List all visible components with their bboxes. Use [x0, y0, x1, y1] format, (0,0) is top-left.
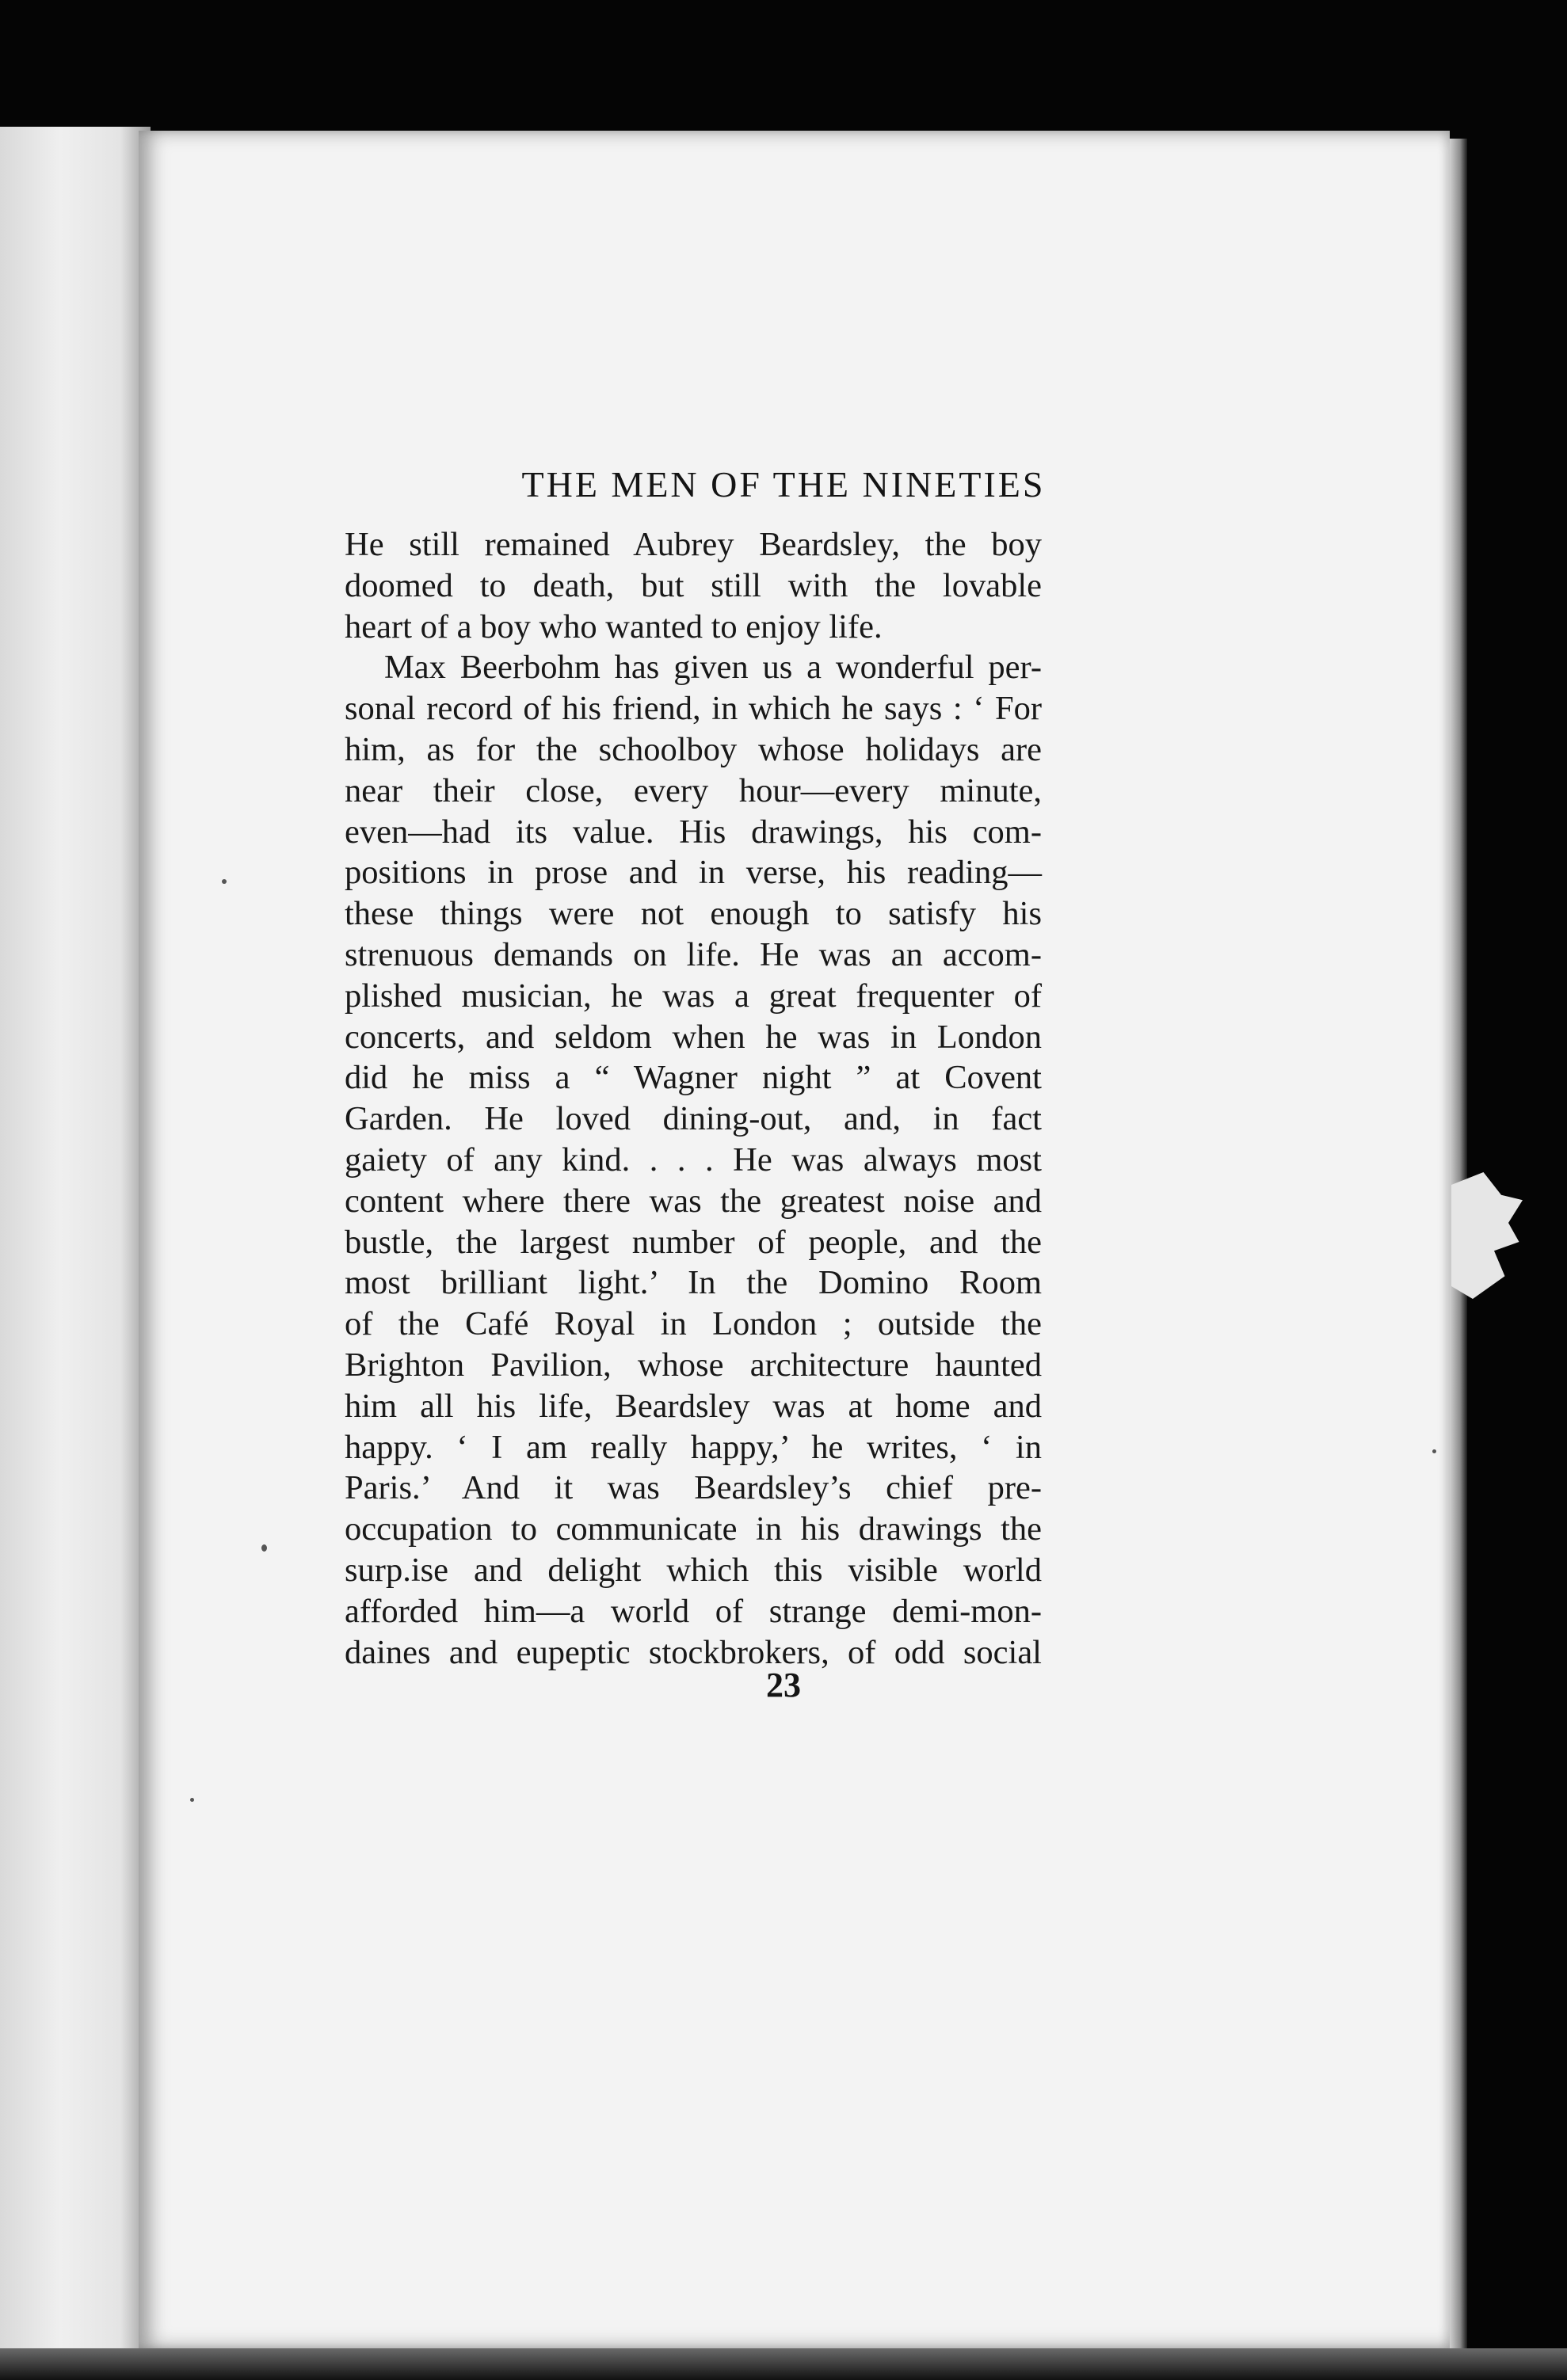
text-line: strenuous demands on life. He was an accom-	[345, 935, 1042, 973]
text-line: daines and eupeptic stockbrokers, of odd social	[345, 1633, 1042, 1671]
text-line: plished musician, he was a great frequenter of	[345, 977, 1042, 1015]
text-line: happy. ‘ I am really happy,’ he writes, ‘ in	[345, 1428, 1042, 1466]
dust-speck	[190, 1798, 194, 1802]
text-line: near their close, every hour—every minute,	[345, 771, 1042, 809]
text-line: doomed to death, but still with the lovable	[345, 566, 1042, 604]
text-line: heart of a boy who wanted to enjoy life.	[345, 607, 883, 645]
text-line: He still remained Aubrey Beardsley, the boy	[345, 526, 1042, 563]
text-line: most brilliant light.’ In the Domino Room	[345, 1264, 1042, 1302]
text-line: Garden. He loved dining-out, and, in fact	[345, 1100, 1042, 1138]
text-line: positions in prose and in verse, his reading—	[345, 854, 1042, 892]
text-line: even—had its value. His drawings, his com-	[345, 813, 1042, 851]
body-text	[345, 524, 1042, 1673]
text-line: of the Café Royal in London ; outside the	[345, 1305, 1042, 1343]
text-line: gaiety of any kind. . . . He was always most	[345, 1140, 1042, 1179]
text-line: bustle, the largest number of people, and the	[345, 1223, 1042, 1261]
text-line: him all his life, Beardsley was at home and	[345, 1387, 1042, 1425]
text-line: him, as for the schoolboy whose holidays are	[345, 730, 1042, 768]
text-line: Brighton Pavilion, whose architecture haunted	[345, 1346, 1042, 1384]
dust-speck	[1432, 1449, 1436, 1453]
running-head: THE MEN OF THE NINETIES	[521, 464, 1046, 505]
text-line: did he miss a “ Wagner night ” at Covent	[345, 1059, 1042, 1097]
text-line: afforded him—a world of strange demi-mon-	[345, 1592, 1042, 1630]
page-bottom-edge	[0, 2348, 1567, 2380]
text-line: Max Beerbohm has given us a wonderful per-	[384, 649, 1042, 687]
text-line: concerts, and seldom when he was in London	[345, 1018, 1042, 1056]
page-number: 23	[766, 1666, 801, 1704]
dust-speck	[261, 1544, 267, 1552]
text-line: occupation to communicate in his drawings the	[345, 1510, 1042, 1548]
text-line: Paris.’ And it was Beardsley’s chief pre-	[345, 1469, 1042, 1507]
text-line: surp.ise and delight which this visible world	[345, 1551, 1042, 1589]
text-line: content where there was the greatest noise and	[345, 1182, 1042, 1220]
text-line: sonal record of his friend, in which he says : ‘ For	[345, 690, 1042, 728]
dust-speck	[222, 879, 227, 884]
torn-page-fragment	[1451, 1172, 1523, 1299]
text-line: these things were not enough to satisfy his	[345, 895, 1042, 933]
